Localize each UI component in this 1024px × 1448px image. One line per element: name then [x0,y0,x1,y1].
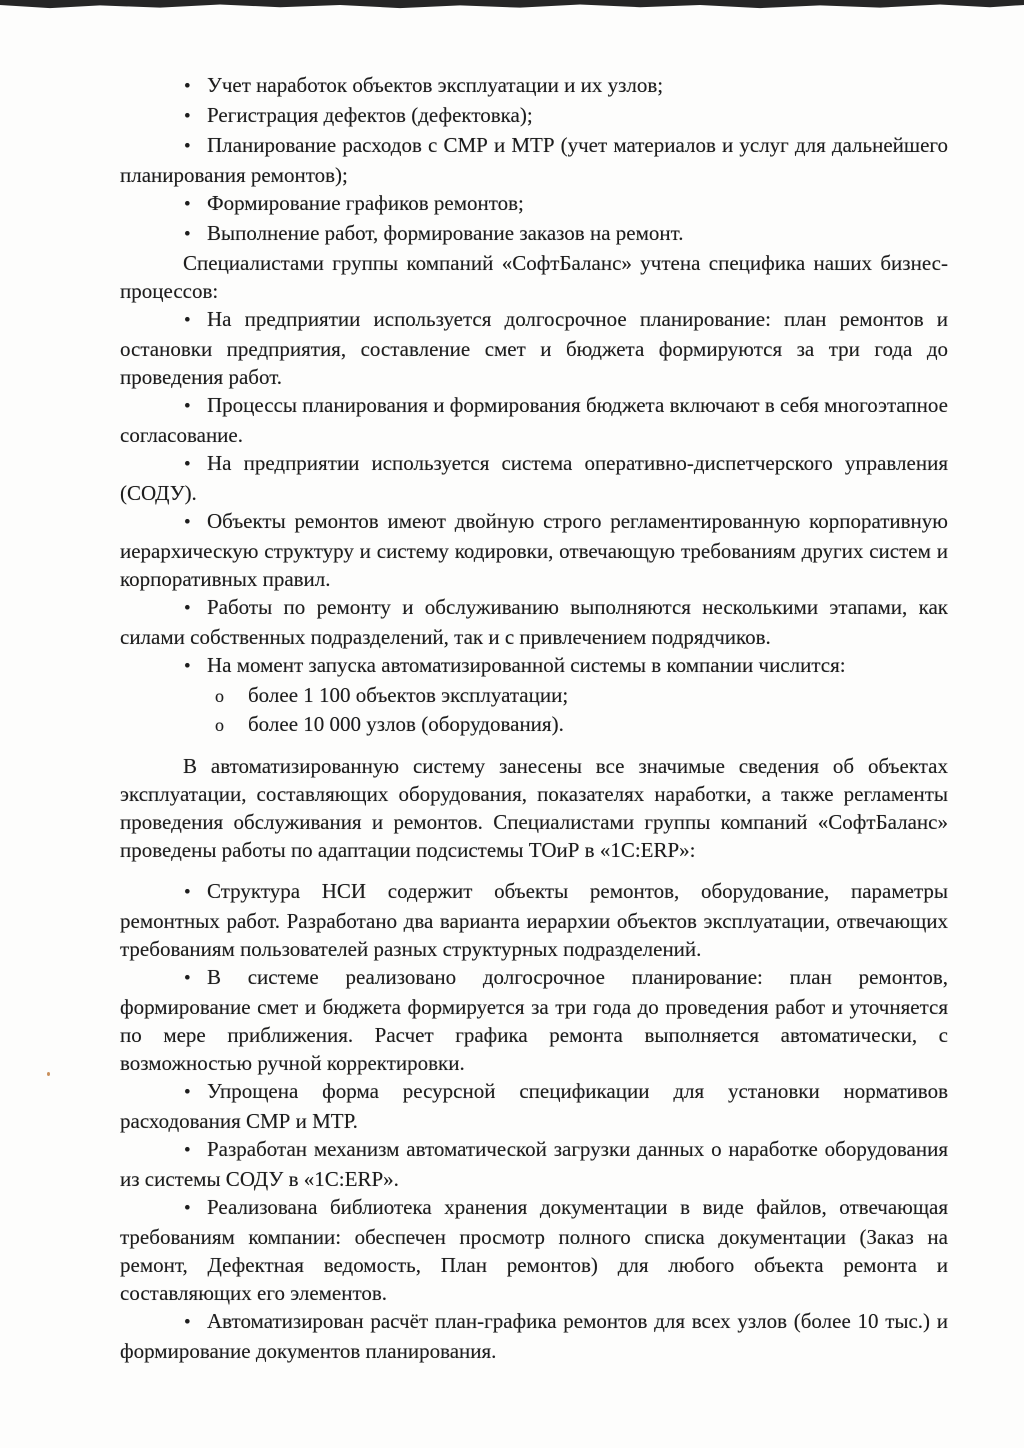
bullet-marker-icon: • [184,454,191,475]
sub-bullet-item [120,681,948,710]
bullet-marker-icon: • [184,106,191,127]
paragraph-text: Работы по ремонту и обслуживанию выполняются несколькими этапами, как силами собственных подразделений, так и с привлечением подрядчиков. [120,595,948,649]
bullet-item [120,1307,948,1365]
bullet-marker-icon: • [184,136,191,157]
bullet-marker-icon: • [184,1198,191,1219]
paragraph-text: Планирование расходов с СМР и МТР (учет материалов и услуг для дальнейшего планирования ремонтов); [120,133,948,187]
bullet-item [120,963,948,1077]
bullet-marker-icon: • [184,968,191,989]
bullet-marker-icon: • [184,194,191,215]
paragraph-text: Формирование графиков ремонтов; [207,191,524,215]
bullet-item [120,1193,948,1307]
text-block [120,71,948,1365]
paragraph-text: Процессы планирования и формирования бюджета включают в себя многоэтапное согласование. [120,393,948,447]
paragraph-text: На момент запуска автоматизированной системы в компании числится: [207,653,846,677]
paragraph-text: На предприятии используется долгосрочное планирование: план ремонтов и остановки предприятия, составление смет и бюджета формируются за три года до проведения работ. [120,307,948,389]
scan-edge-artifact [0,0,1024,9]
bullet-marker-icon: • [184,1082,191,1103]
paragraph-text: Объекты ремонтов имеют двойную строго регламентированную корпоративную иерархическую структуру и систему кодировки, отвечающую требованиям других систем и корпоративных правил. [120,509,948,591]
paragraph-text: Учет наработок объектов эксплуатации и их узлов; [207,73,664,97]
bullet-item [120,877,948,963]
bullet-marker-icon: • [184,396,191,417]
bullet-item [120,305,948,391]
sub-bullet-item [120,710,948,739]
paragraph-text: более 10 000 узлов (оборудования). [248,712,564,736]
paragraph-text: Упрощена форма ресурсной спецификации для установки нормативов расходования СМР и МТР. [120,1079,948,1133]
paragraph-text: Выполнение работ, формирование заказов на ремонт. [207,221,684,245]
bullet-item [120,189,948,219]
paragraph [120,249,948,305]
bullet-item [120,1135,948,1193]
paragraph-text: Автоматизирован расчёт план-графика ремонтов для всех узлов (более 10 тыс.) и формирование документов планирования. [120,1309,948,1363]
bullet-item [120,131,948,189]
bullet-marker-icon: • [184,224,191,245]
bullet-item [120,507,948,593]
paragraph-text: В автоматизированную систему занесены все значимые сведения об объектах эксплуатации, составляющих оборудования, показателях наработки, а также регламенты проведения обслуживания и ремонтов. Специалистами группы компаний «СофтБаланс» проведены работы по адаптации подсистемы ТОиР в «1С:ERP»: [120,754,948,862]
paragraph-text: Разработан механизм автоматической загрузки данных о наработке оборудования из системы СОДУ в «1С:ERP». [120,1137,948,1191]
bullet-marker-icon: • [184,882,191,903]
sub-bullet-marker-icon: o [215,715,224,735]
bullet-marker-icon: • [184,598,191,619]
bullet-marker-icon: • [184,310,191,331]
bullet-item [120,593,948,651]
bullet-item [120,101,948,131]
paragraph-text: Специалистами группы компаний «СофтБаланс» учтена специфика наших бизнес-процессов: [120,251,948,303]
paragraph-text: Структура НСИ содержит объекты ремонтов, оборудование, параметры ремонтных работ. Разработано два варианта иерархии объектов эксплуатации, отвечающих требованиям пользователей разных структурных подразделений. [120,879,948,961]
sub-bullet-marker-icon: o [215,686,224,706]
paragraph [120,752,948,864]
bullet-marker-icon: • [184,656,191,677]
bullet-item [120,1077,948,1135]
paragraph-text: На предприятии используется система оперативно-диспетчерского управления (СОДУ). [120,451,948,505]
bullet-marker-icon: • [184,76,191,97]
bullet-item [120,219,948,249]
scan-speck [47,1072,50,1076]
paragraph-text: более 1 100 объектов эксплуатации; [248,683,569,707]
bullet-item [120,651,948,681]
bullet-item [120,449,948,507]
bullet-marker-icon: • [184,1140,191,1161]
paragraph-text: Реализована библиотека хранения документации в виде файлов, отвечающая требованиям компании: обеспечен просмотр полного списка документации (Заказ на ремонт, Дефектная ведомость, План ремонтов) для любого объекта ремонта и составляющих его элементов. [120,1195,948,1305]
bullet-item [120,71,948,101]
bullet-marker-icon: • [184,512,191,533]
paragraph-text: В системе реализовано долгосрочное планирование: план ремонтов, формирование смет и бюджета формируется за три года до проведения работ и уточняется по мере приближения. Расчет графика ремонта выполняется автоматически, с возможностью ручной корректировки. [120,965,948,1075]
paragraph-text: Регистрация дефектов (дефектовка); [207,103,533,127]
bullet-marker-icon: • [184,1312,191,1333]
bullet-item [120,391,948,449]
